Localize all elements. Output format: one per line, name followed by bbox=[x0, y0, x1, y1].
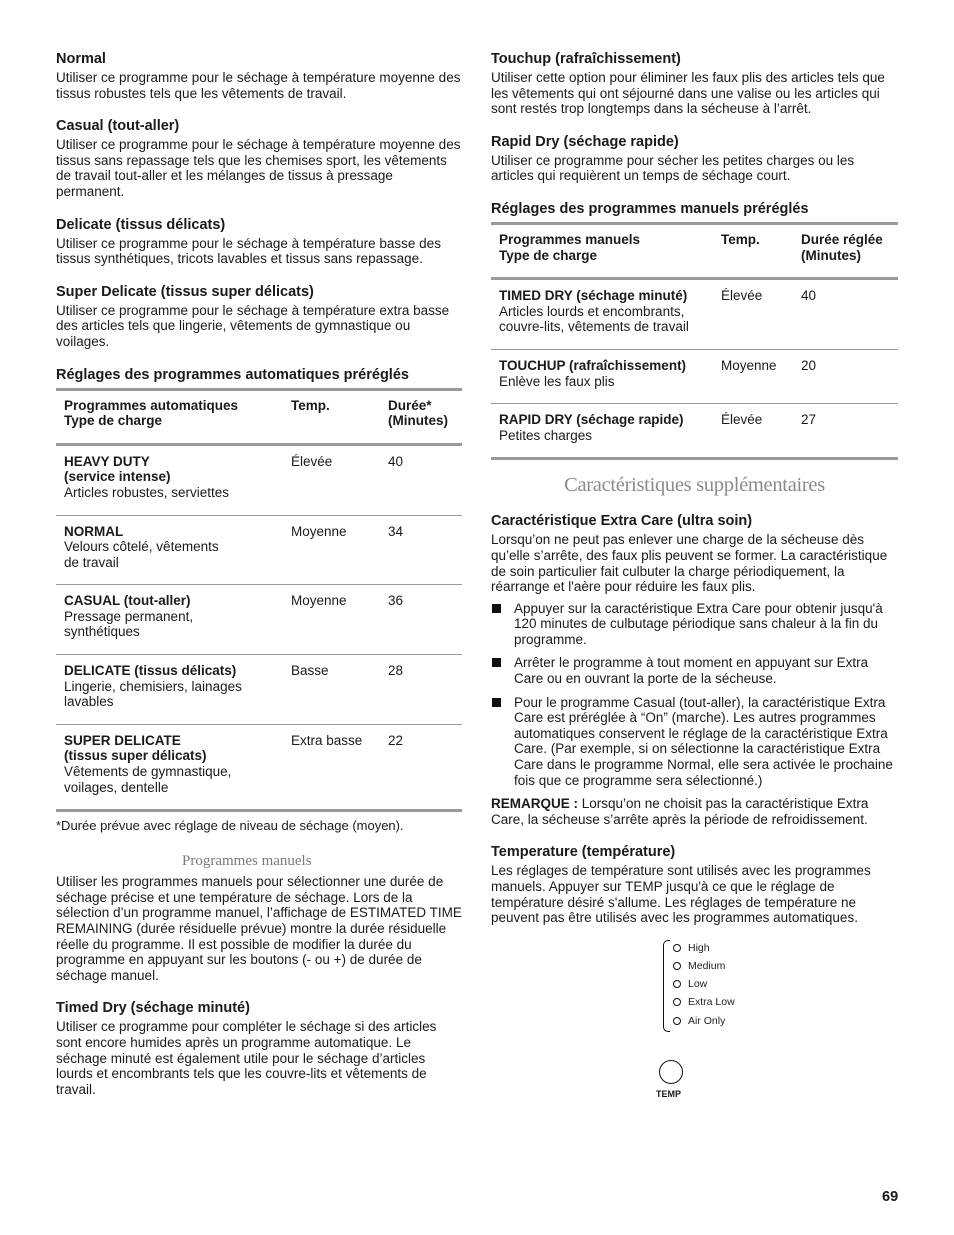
cell-load-type bbox=[491, 279, 713, 350]
section-heading: Delicate (tissus délicats) bbox=[56, 216, 226, 233]
cell-duration: 36 bbox=[380, 585, 462, 655]
indicator-light-icon bbox=[673, 962, 681, 970]
extra-care-bullets bbox=[491, 601, 898, 789]
load-description: Pressage permanent, synthétiques bbox=[64, 608, 194, 640]
timed-dry-heading: Timed Dry (séchage minuté) bbox=[56, 1000, 250, 1017]
remarque-text: Lorsqu’on ne choisit pas la caractéristique Extra Care, la sécheuse s’arrête après la période de refroidissement. bbox=[491, 796, 869, 827]
remarque-label: REMARQUE : bbox=[491, 796, 578, 812]
cell-duration: 40 bbox=[380, 444, 462, 515]
temp-option-low: Low bbox=[673, 978, 707, 990]
cell-duration: 20 bbox=[793, 349, 898, 403]
manual-programs-subheading: Programmes manuels bbox=[182, 853, 312, 870]
auto-table-title: Réglages des programmes automatiques préréglés bbox=[56, 366, 409, 383]
manual-programs-text: Utiliser les programmes manuels pour sélectionner une durée de séchage précise et une température de séchage. Lors de la sélection d’un programme manuel, l’affichage de ESTIMATED TIME REMAINING (durée résiduelle prévue) montre la durée résiduelle réelle du programme. Il est possible de modifier la durée du programme en appuyant sur les boutons (- ou +) de durée de séchage manuel. bbox=[56, 874, 462, 983]
program-name: DELICATE (tissus délicats) bbox=[64, 663, 237, 679]
load-description: Petites charges bbox=[499, 427, 593, 443]
header-temp: Temp. bbox=[283, 389, 380, 444]
program-name: TOUCHUP (rafraîchissement) bbox=[499, 357, 687, 373]
load-description: Lingerie, chemisiers, lainages lavables bbox=[64, 678, 242, 710]
section-text: Utiliser ce programme pour le séchage à température moyenne des tissus sans repassage tels que les chemises sport, les vêtements de travail tout-aller et les mélanges de tissus à pressage permanent. bbox=[56, 137, 461, 199]
temp-option-medium: Medium bbox=[673, 960, 725, 972]
program-description-casual bbox=[56, 118, 462, 199]
table-row bbox=[56, 515, 462, 585]
program-name: SUPER DELICATE (tissus super délicats) bbox=[64, 732, 207, 764]
program-name: RAPID DRY (séchage rapide) bbox=[499, 412, 684, 428]
section-text: Utiliser ce programme pour le séchage à température basse des tissus synthétiques, tricots lavables et tissus sans repassage. bbox=[56, 235, 441, 267]
auto-programs-table bbox=[56, 388, 462, 813]
cell-load-type bbox=[56, 655, 283, 725]
section-heading: Rapid Dry (séchage rapide) bbox=[491, 133, 679, 150]
cell-temp: Moyenne bbox=[283, 515, 380, 585]
bracket-line bbox=[663, 940, 670, 1032]
list-item: Arrêter le programme à tout moment en appuyant sur Extra Care ou en ouvrant la porte de la sécheuse. bbox=[491, 655, 898, 686]
left-column bbox=[56, 51, 462, 1114]
cell-temp: Basse bbox=[283, 655, 380, 725]
cell-duration: 40 bbox=[793, 279, 898, 350]
table-header-row bbox=[56, 389, 462, 444]
header-type: Programmes manuels Type de charge bbox=[491, 223, 713, 278]
cell-temp: Élevée bbox=[713, 279, 793, 350]
indicator-light-icon bbox=[673, 1017, 681, 1025]
list-item: Appuyer sur la caractéristique Extra Care pour obtenir jusqu'à 120 minutes de culbutage périodique sans chaleur à la fin du programme. bbox=[491, 601, 898, 648]
program-name: CASUAL (tout-aller) bbox=[64, 593, 191, 609]
cell-temp: Élevée bbox=[713, 404, 793, 459]
temperature-heading: Temperature (température) bbox=[491, 844, 676, 861]
temp-button-icon bbox=[659, 1060, 683, 1084]
list-item: Pour le programme Casual (tout-aller), la caractéristique Extra Care est préréglée à “On” (marche). Les autres programmes automatiques conservent le réglage de la caractéristique Extra Care. (Par exemple, si on sélectionne la caractéristique Extra Care dans le programme Normal, elle sera activée le prochaine fois que ce programme sera sélectionné.) bbox=[491, 695, 898, 789]
section-text: Utiliser cette option pour éliminer les faux plis des articles tels que les vêtements qui ont séjourné dans une valise ou les articles qui sont restés trop longtemps dans la sécheuse à l’arrêt. bbox=[491, 70, 885, 117]
cell-duration: 34 bbox=[380, 515, 462, 585]
header-duration: Durée* (Minutes) bbox=[380, 389, 462, 444]
extra-care-heading: Caractéristique Extra Care (ultra soin) bbox=[491, 513, 753, 530]
indicator-light-icon bbox=[673, 998, 681, 1006]
section-heading: Touchup (rafraîchissement) bbox=[491, 51, 681, 67]
indicator-light-icon bbox=[673, 944, 681, 952]
section-text: Utiliser ce programme pour le séchage à température moyenne des tissus robustes tels que les vêtements de travail. bbox=[56, 70, 461, 101]
table-row bbox=[491, 404, 898, 459]
timed-dry-text: Utiliser ce programme pour compléter le séchage si des articles sont encore humides après un programme automatique. Le séchage minuté est également utile pour le séchage d’articles lourds et encombrants tels que les couvre-lits et vêtements de travail. bbox=[56, 1019, 437, 1097]
program-description-super-delicate bbox=[56, 284, 462, 350]
section-text: Utiliser ce programme pour sécher les petites charges ou les articles qui requièrent un temps de séchage court. bbox=[491, 152, 855, 184]
program-name: TIMED DRY (séchage minuté) bbox=[499, 288, 688, 304]
program-name: HEAVY DUTY (service intense) bbox=[64, 453, 171, 485]
right-column bbox=[491, 51, 898, 1110]
section-text: Utiliser ce programme pour le séchage à température extra basse des articles tels que lingerie, vêtements de gymnastique ou voilages. bbox=[56, 302, 450, 349]
table-row bbox=[56, 444, 462, 515]
cell-load-type bbox=[56, 724, 283, 810]
remarque-note bbox=[491, 796, 898, 827]
temp-control-panel bbox=[656, 940, 898, 1110]
table-row bbox=[56, 724, 462, 810]
header-duration: Durée réglée (Minutes) bbox=[793, 223, 898, 278]
table-row bbox=[56, 585, 462, 655]
program-description-rapid-dry bbox=[491, 134, 898, 184]
cell-duration: 27 bbox=[793, 404, 898, 459]
table-footnote: *Durée prévue avec réglage de niveau de séchage (moyen). bbox=[56, 818, 404, 834]
cell-temp: Moyenne bbox=[713, 349, 793, 403]
table-header-row bbox=[491, 223, 898, 278]
manual-table-title: Réglages des programmes manuels préréglés bbox=[491, 200, 809, 217]
table-row bbox=[56, 655, 462, 725]
cell-temp: Extra basse bbox=[283, 724, 380, 810]
section-heading: Normal bbox=[56, 51, 106, 67]
cell-duration: 28 bbox=[380, 655, 462, 725]
program-name: NORMAL bbox=[64, 523, 124, 539]
indicator-light-icon bbox=[673, 980, 681, 988]
cell-load-type bbox=[491, 349, 713, 403]
load-description: Articles lourds et encombrants, couvre-lits, vêtements de travail bbox=[499, 303, 689, 335]
table-row bbox=[491, 349, 898, 403]
program-description-touchup bbox=[491, 51, 898, 117]
temperature-text: Les réglages de température sont utilisés avec les programmes manuels. Appuyer sur TEMP jusqu'à ce que le réglage de température désiré s'allume. Les réglages de température ne peuvent pas être utilisés avec les programmes automatiques. bbox=[491, 863, 871, 926]
page-number: 69 bbox=[882, 1189, 899, 1205]
extra-care-text: Lorsqu’on ne peut pas enlever une charge de la sécheuse dès qu’elle s’arrête, des faux plis peuvent se former. La caractéristique de soin particulier fait culbuter la charge périodiquement, la réarrange et l'aère pour réduire les faux plis. bbox=[491, 532, 888, 595]
header-type: Programmes automatiques Type de charge bbox=[56, 389, 283, 444]
features-heading: Caractéristiques supplémentaires bbox=[564, 474, 825, 497]
temp-option-high: High bbox=[673, 942, 710, 954]
cell-load-type bbox=[56, 585, 283, 655]
temp-button-label: TEMP bbox=[656, 1088, 682, 1099]
section-heading: Super Delicate (tissus super délicats) bbox=[56, 283, 314, 300]
program-description-normal bbox=[56, 51, 462, 101]
table-row bbox=[491, 279, 898, 350]
load-description: Enlève les faux plis bbox=[499, 373, 615, 389]
load-description: Articles robustes, serviettes bbox=[64, 484, 230, 500]
cell-load-type bbox=[491, 404, 713, 459]
cell-load-type bbox=[56, 444, 283, 515]
load-description: Velours côtelé, vêtements de travail bbox=[64, 539, 219, 570]
temp-option-air-only: Air Only bbox=[673, 1015, 725, 1027]
load-description: Vêtements de gymnastique, voilages, dentelle bbox=[64, 764, 232, 795]
cell-temp: Moyenne bbox=[283, 585, 380, 655]
cell-temp: Élevée bbox=[283, 444, 380, 515]
cell-load-type bbox=[56, 515, 283, 585]
manual-programs-table bbox=[491, 222, 898, 460]
cell-duration: 22 bbox=[380, 724, 462, 810]
temp-option-extra-low: Extra Low bbox=[673, 996, 735, 1008]
program-description-delicate bbox=[56, 217, 462, 267]
section-heading: Casual (tout-aller) bbox=[56, 118, 180, 135]
header-temp: Temp. bbox=[713, 223, 793, 278]
